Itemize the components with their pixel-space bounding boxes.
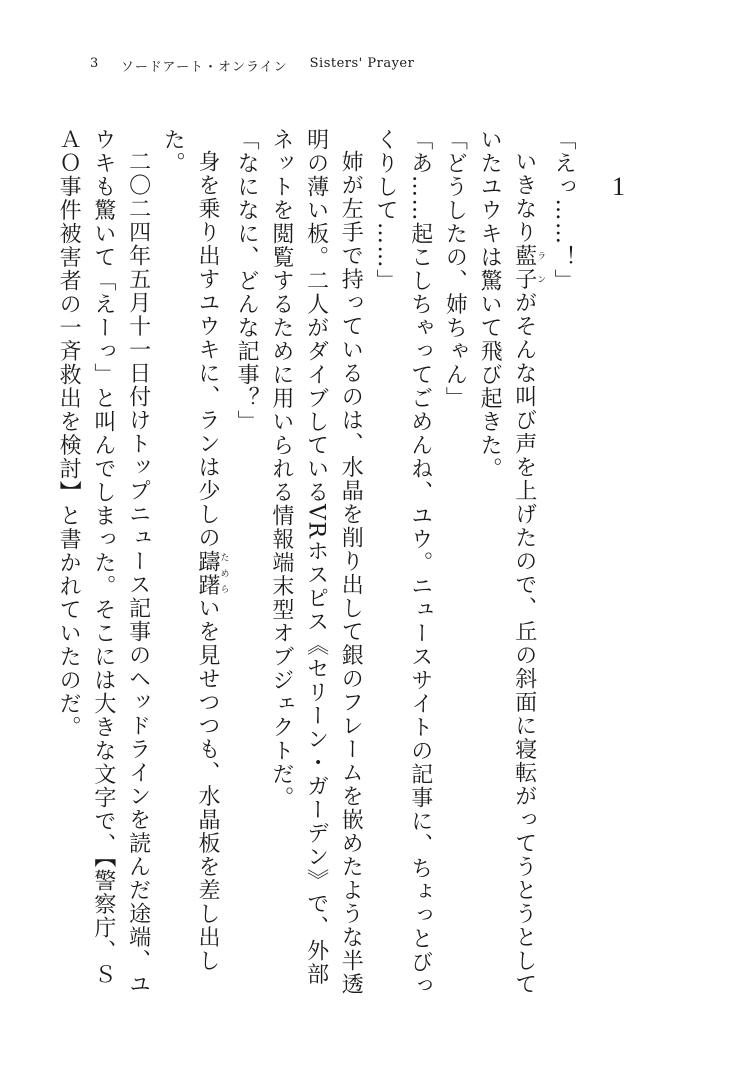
book-title: ソードアート・オンライン: [120, 60, 288, 75]
page-number: 3: [90, 56, 99, 71]
running-head: [90, 56, 414, 75]
paragraph-4: 「あ……起こしちゃってごめんね、ユウ。ニュースサイトの記事に、ちょっとびっくりして……」: [372, 128, 433, 998]
ruby-ran: 藍子ラン: [511, 244, 546, 291]
ruby-tamerai: 躊躇ためら: [194, 549, 229, 597]
paragraph-8: 二〇二四年五月十一日付けトップニュース記事のヘッドラインを読んだ途端、ユウキも驚いて「えーっ」と叫んでしまった。そこには大きな文字で、【警察庁、ＳＡＯ事件被害者の一斉救出を検討】と書かれていたのだ。: [56, 128, 151, 996]
paragraph-6: 「なになに、どんな記事？」: [234, 128, 260, 434]
paragraph-1: 「えっ……！」: [551, 128, 576, 293]
body-text: [56, 128, 580, 1008]
paragraph-3: 「どうしたの、姉ちゃん」: [442, 128, 468, 410]
chapter-number: 1: [612, 172, 625, 201]
book-subtitle: Sisters' Prayer: [309, 56, 415, 71]
paragraph-5: 姉が左手で持っているのは、水晶を削り出して銀のフレームを嵌めたような半透明の薄い板。二人がダイブしているVRホスピス《セリーン・ガーデン》で、外部ネットを閲覧するために用いられる情報端末型オブジェクトだ。: [268, 128, 364, 996]
paragraph-2: いきなり藍子ランがそんな叫び声を上げたので、丘の斜面に寝転がってうとうとしていたユウキは驚いて飛び起きた。: [477, 128, 546, 996]
paragraph-7: 身を乗り出すユウキに、ランは少しの躊躇ためらいを見せつつも、水晶板を差し出した。: [160, 128, 229, 973]
